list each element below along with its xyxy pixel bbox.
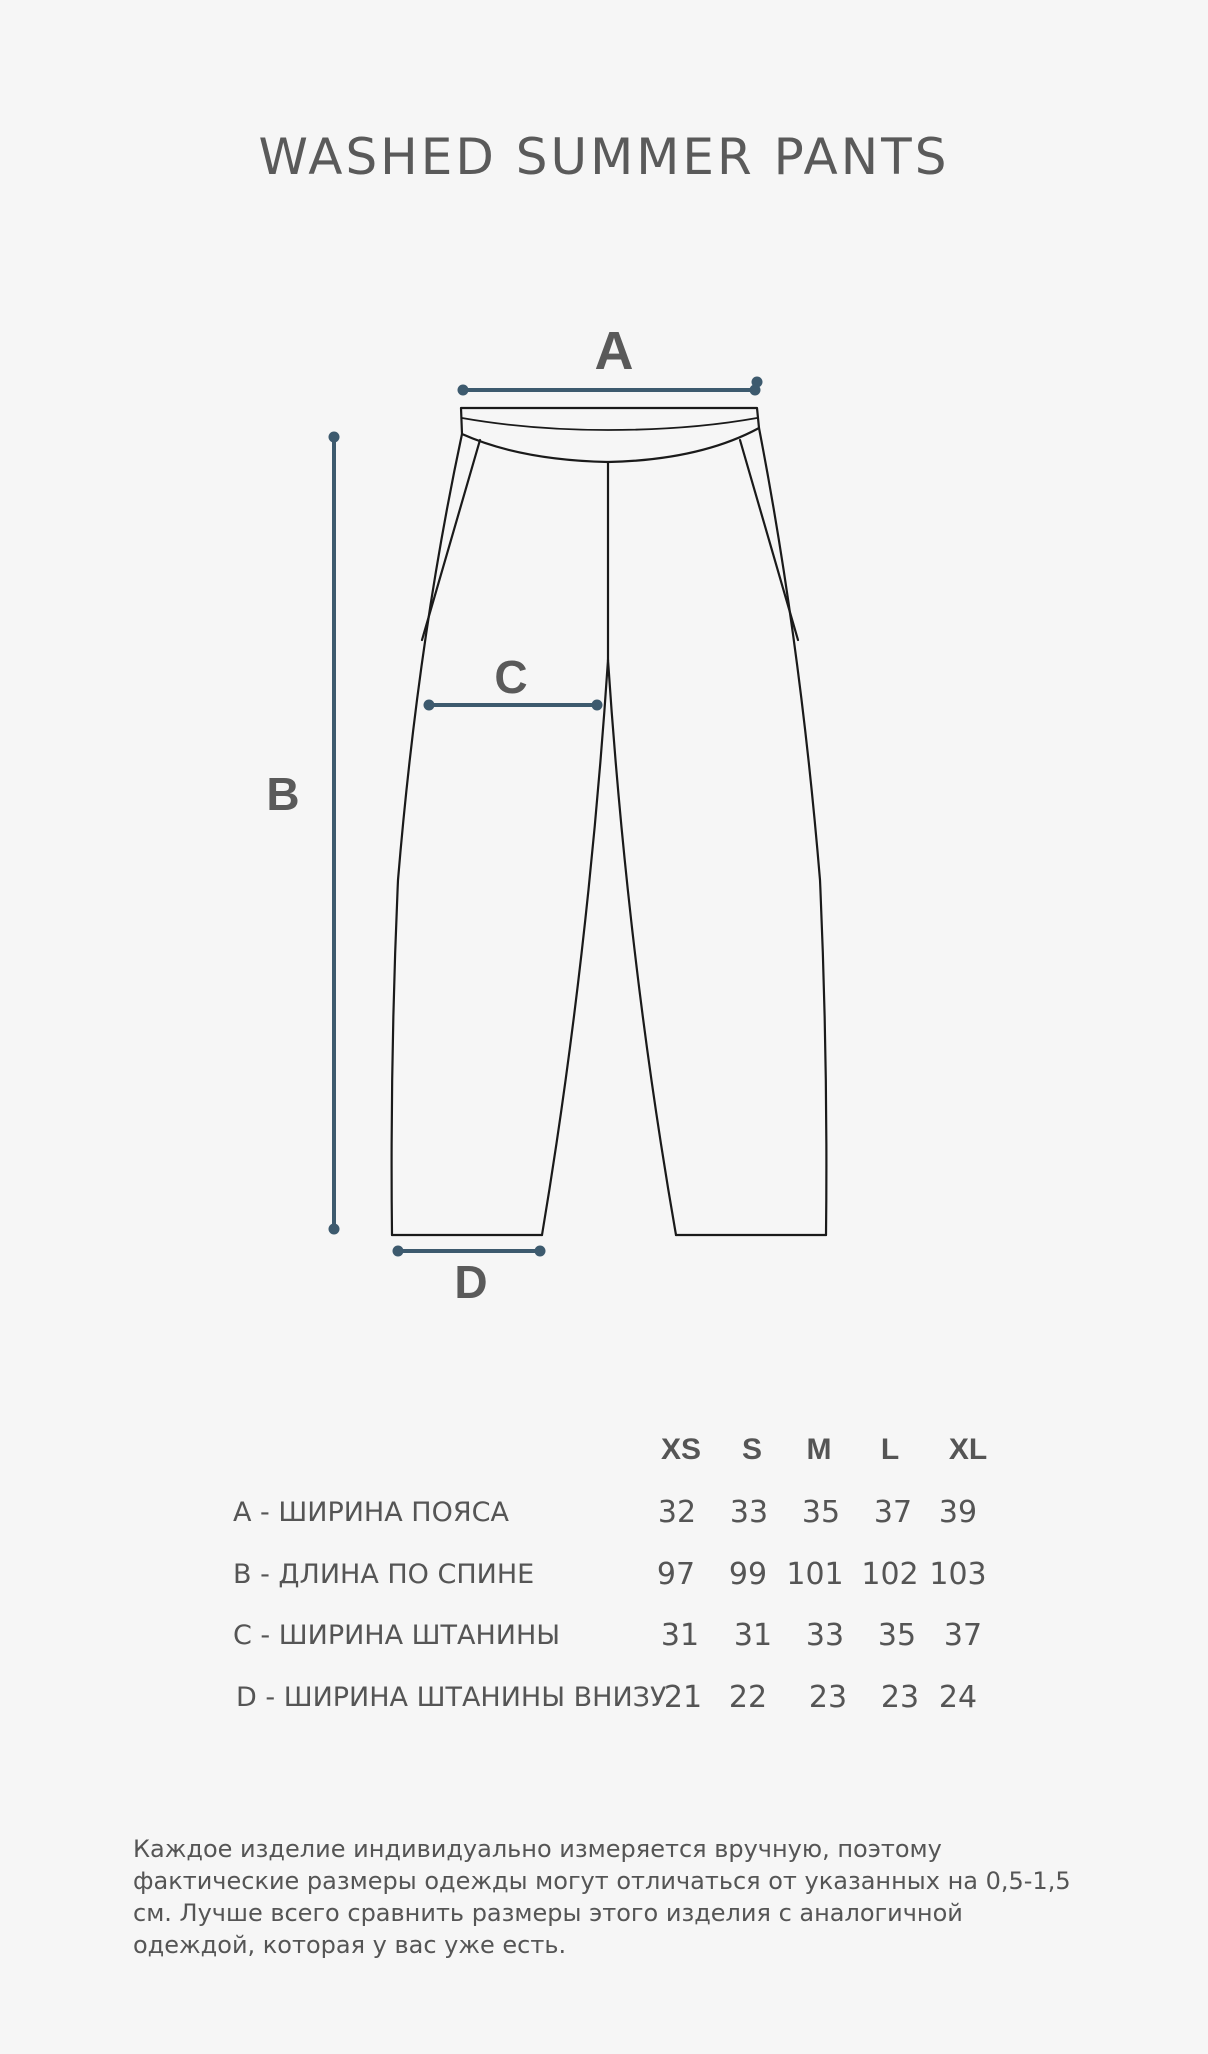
measurement-note: Каждое изделие индивидуально измеряется вручную, поэтому фактические размеры одежды могут отличаться от указанных на 0,5-1,5 см. Лучше всего сравнить размеры этого изделия с аналогичной одеждой, которая у вас уже есть. xyxy=(133,1835,1071,1959)
size-header-xs: XS xyxy=(660,1433,702,1466)
cell-d-xl: 24 xyxy=(938,1680,978,1715)
label-d: D xyxy=(454,1256,488,1308)
cell-c-xl: 37 xyxy=(943,1618,983,1653)
label-b: B xyxy=(266,768,300,820)
cell-d-m: 23 xyxy=(808,1680,848,1715)
cell-a-l: 37 xyxy=(873,1495,913,1530)
size-header-l: L xyxy=(880,1433,900,1466)
cell-b-m: 101 xyxy=(786,1557,844,1592)
cell-c-m: 33 xyxy=(805,1618,845,1653)
page-title: WASHED SUMMER PANTS xyxy=(258,128,950,186)
label-a: A xyxy=(594,321,634,381)
cell-c-l: 35 xyxy=(877,1618,917,1653)
cell-d-l: 23 xyxy=(880,1680,920,1715)
cell-c-xs: 31 xyxy=(660,1618,700,1653)
cell-c-s: 31 xyxy=(733,1618,773,1653)
row-label-a: A - ШИРИНА ПОЯСА xyxy=(233,1497,509,1528)
cell-b-l: 102 xyxy=(861,1557,919,1592)
cell-d-s: 22 xyxy=(728,1680,768,1715)
size-header-m: M xyxy=(806,1433,832,1466)
cell-b-s: 99 xyxy=(728,1557,768,1592)
cell-d-xs: 21 xyxy=(663,1680,703,1715)
row-label-c: C - ШИРИНА ШТАНИНЫ xyxy=(233,1620,561,1651)
cell-b-xl: 103 xyxy=(929,1557,987,1592)
cell-a-s: 33 xyxy=(729,1495,769,1530)
row-label-b: B - ДЛИНА ПО СПИНЕ xyxy=(233,1559,535,1590)
row-label-d: D - ШИРИНА ШТАНИНЫ ВНИЗУ xyxy=(236,1682,667,1713)
cell-b-xs: 97 xyxy=(656,1557,696,1592)
size-header-xl: XL xyxy=(948,1433,988,1466)
cell-a-xl: 39 xyxy=(938,1495,978,1530)
label-c: C xyxy=(494,651,528,703)
size-header-s: S xyxy=(741,1433,762,1466)
cell-a-xs: 32 xyxy=(657,1495,697,1530)
cell-a-m: 35 xyxy=(801,1495,841,1530)
